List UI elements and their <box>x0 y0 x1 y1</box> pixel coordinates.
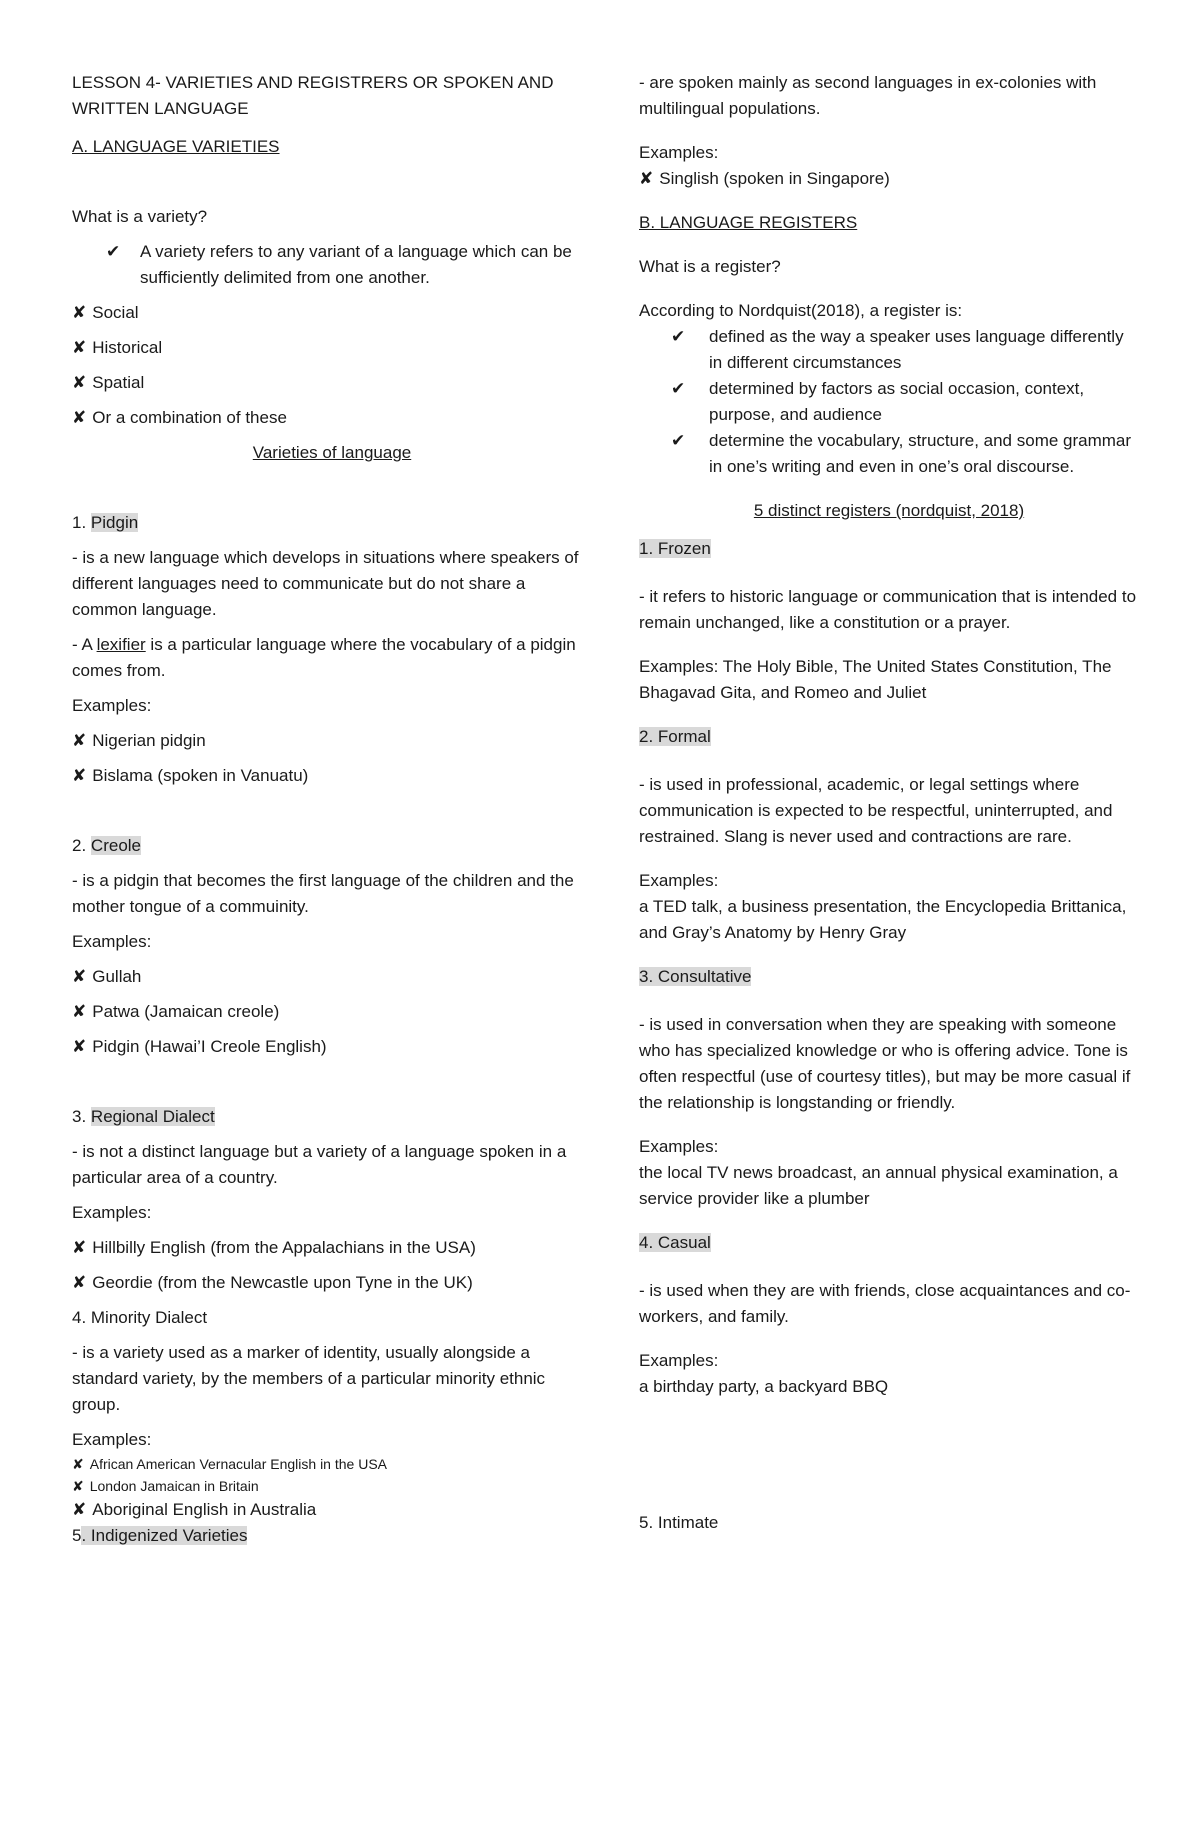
creole-definition: - is a pidgin that becomes the first language of the children and the mother tongue of a commuinity. <box>72 871 574 916</box>
intimate-heading: 5. Intimate <box>639 1513 719 1532</box>
section-a-heading: A. LANGUAGE VARIETIES <box>72 137 280 156</box>
examples-label: Examples: <box>72 932 152 951</box>
cross-icon: ✘ <box>72 303 87 322</box>
example-item: ✘ Aboriginal English in Australia <box>72 1500 317 1519</box>
casual-heading: 4. Casual <box>639 1233 711 1252</box>
consultative-definition: - is used in conversation when they are speaking with someone who has specialized knowledge or who is offering advice. Tone is often respectful (use of courtesy titles), but may be more casual if the relationship is longstanding or friendly. <box>639 1015 1131 1112</box>
pidgin-definition: - is a new language which develops in situations where speakers of different languages need to communicate but do not share a common language. <box>72 548 579 619</box>
formal-heading: 2. Formal <box>639 727 711 746</box>
frozen-definition: - it refers to historic language or communication that is intended to remain unchanged, like a constitution or a prayer. <box>639 587 1137 632</box>
lexifier-term: lexifier <box>96 635 146 654</box>
section-b-heading: B. LANGUAGE REGISTERS <box>639 213 858 232</box>
formal-examples: a TED talk, a business presentation, the Encyclopedia Brittanica, and Gray’s Anatomy by Henry Gray <box>639 897 1127 942</box>
examples-label: Examples: <box>72 1430 152 1449</box>
left-column <box>72 70 592 1549</box>
example-item: ✘ Gullah <box>72 967 142 986</box>
cross-icon: ✘ <box>72 408 87 427</box>
what-is-register: What is a register? <box>639 257 781 276</box>
variety-definition: A variety refers to any variant of a language which can be sufficiently delimited from one another. <box>140 242 572 287</box>
cross-icon: ✘ <box>639 169 654 188</box>
example-item: ✘ Singlish (spoken in Singapore) <box>639 169 890 188</box>
according-line: According to Nordquist(2018), a register is: <box>639 301 963 320</box>
right-column <box>639 70 1139 1536</box>
example-item: ✘ Patwa (Jamaican creole) <box>72 1002 280 1021</box>
variety-type-item: ✘ Social <box>72 303 139 322</box>
regional-dialect-heading: 3. Regional Dialect <box>72 1107 215 1126</box>
examples-label: Examples: <box>639 1351 719 1370</box>
example-item: ✘ Hillbilly English (from the Appalachians in the USA) <box>72 1238 476 1257</box>
variety-type-item: ✘ Or a combination of these <box>72 408 287 427</box>
example-item: ✘ Bislama (spoken in Vanuatu) <box>72 766 309 785</box>
example-item: ✘ Geordie (from the Newcastle upon Tyne in the UK) <box>72 1273 473 1292</box>
examples-label: Examples: <box>72 696 152 715</box>
cross-icon: ✘ <box>72 1478 84 1494</box>
cross-icon: ✘ <box>72 967 87 986</box>
example-item: ✘ London Jamaican in Britain <box>72 1478 259 1494</box>
creole-heading: 2. Creole <box>72 836 142 855</box>
example-item: ✘ Pidgin (Hawai’I Creole English) <box>72 1037 327 1056</box>
what-is-variety: What is a variety? <box>72 207 208 226</box>
minority-dialect-definition: - is a variety used as a marker of identity, usually alongside a standard variety, by the members of a particular minority ethnic group. <box>72 1343 546 1414</box>
cross-icon: ✘ <box>72 1002 87 1021</box>
check-icon: ✔ <box>671 379 686 398</box>
casual-definition: - is used when they are with friends, close acquaintances and co-workers, and family. <box>639 1281 1131 1326</box>
consultative-examples: the local TV news broadcast, an annual physical examination, a service provider like a plumber <box>639 1163 1118 1208</box>
pidgin-heading: 1. Pidgin <box>72 513 139 532</box>
examples-label: Examples: <box>72 1203 152 1222</box>
register-point: ✔ defined as the way a speaker uses language differently in different circumstances <box>639 324 1139 376</box>
cross-icon: ✘ <box>72 731 87 750</box>
consultative-heading: 3. Consultative <box>639 967 752 986</box>
frozen-examples: Examples: The Holy Bible, The United States Constitution, The Bhagavad Gita, and Romeo and Juliet <box>639 657 1112 702</box>
casual-examples: a birthday party, a backyard BBQ <box>639 1377 889 1396</box>
example-item: ✘ African American Vernacular English in the USA <box>72 1456 387 1472</box>
cross-icon: ✘ <box>72 1456 84 1472</box>
check-icon: ✔ <box>671 327 686 346</box>
cross-icon: ✘ <box>72 373 87 392</box>
examples-label: Examples: <box>639 871 719 890</box>
variety-definition-item <box>72 239 592 291</box>
varieties-heading: Varieties of language <box>252 443 412 462</box>
examples-label: Examples: <box>639 143 719 162</box>
register-point: ✔ determined by factors as social occasion, context, purpose, and audience <box>639 376 1139 428</box>
minority-dialect-heading: 4. Minority Dialect <box>72 1308 208 1327</box>
variety-type-item: ✘ Spatial <box>72 373 145 392</box>
register-point: ✔ determine the vocabulary, structure, and some grammar in one’s writing and even in one’s oral discourse. <box>639 428 1139 480</box>
check-icon: ✔ <box>106 242 121 261</box>
lexifier-definition: - A lexifier is a particular language where the vocabulary of a pidgin comes from. <box>72 635 576 680</box>
examples-label: Examples: <box>639 1137 719 1156</box>
indigenized-definition: - are spoken mainly as second languages in ex-colonies with multilingual populations. <box>639 73 1097 118</box>
cross-icon: ✘ <box>72 1500 87 1519</box>
registers-heading: 5 distinct registers (nordquist, 2018) <box>753 501 1025 520</box>
cross-icon: ✘ <box>72 766 87 785</box>
variety-type-item: ✘ Historical <box>72 338 163 357</box>
lesson-title: LESSON 4- VARIETIES AND REGISTRERS OR SPOKEN AND WRITTEN LANGUAGE <box>72 73 554 118</box>
cross-icon: ✘ <box>72 1238 87 1257</box>
regional-dialect-definition: - is not a distinct language but a variety of a language spoken in a particular area of a country. <box>72 1142 567 1187</box>
indigenized-heading: 5. Indigenized Varieties <box>72 1526 248 1545</box>
cross-icon: ✘ <box>72 1037 87 1056</box>
frozen-heading: 1. Frozen <box>639 539 711 558</box>
check-icon: ✔ <box>671 431 686 450</box>
example-item: ✘ Nigerian pidgin <box>72 731 206 750</box>
cross-icon: ✘ <box>72 1273 87 1292</box>
formal-definition: - is used in professional, academic, or legal settings where communication is expected to be respectful, uninterrupted, and restrained. Slang is never used and contractions are rare. <box>639 775 1113 846</box>
cross-icon: ✘ <box>72 338 87 357</box>
